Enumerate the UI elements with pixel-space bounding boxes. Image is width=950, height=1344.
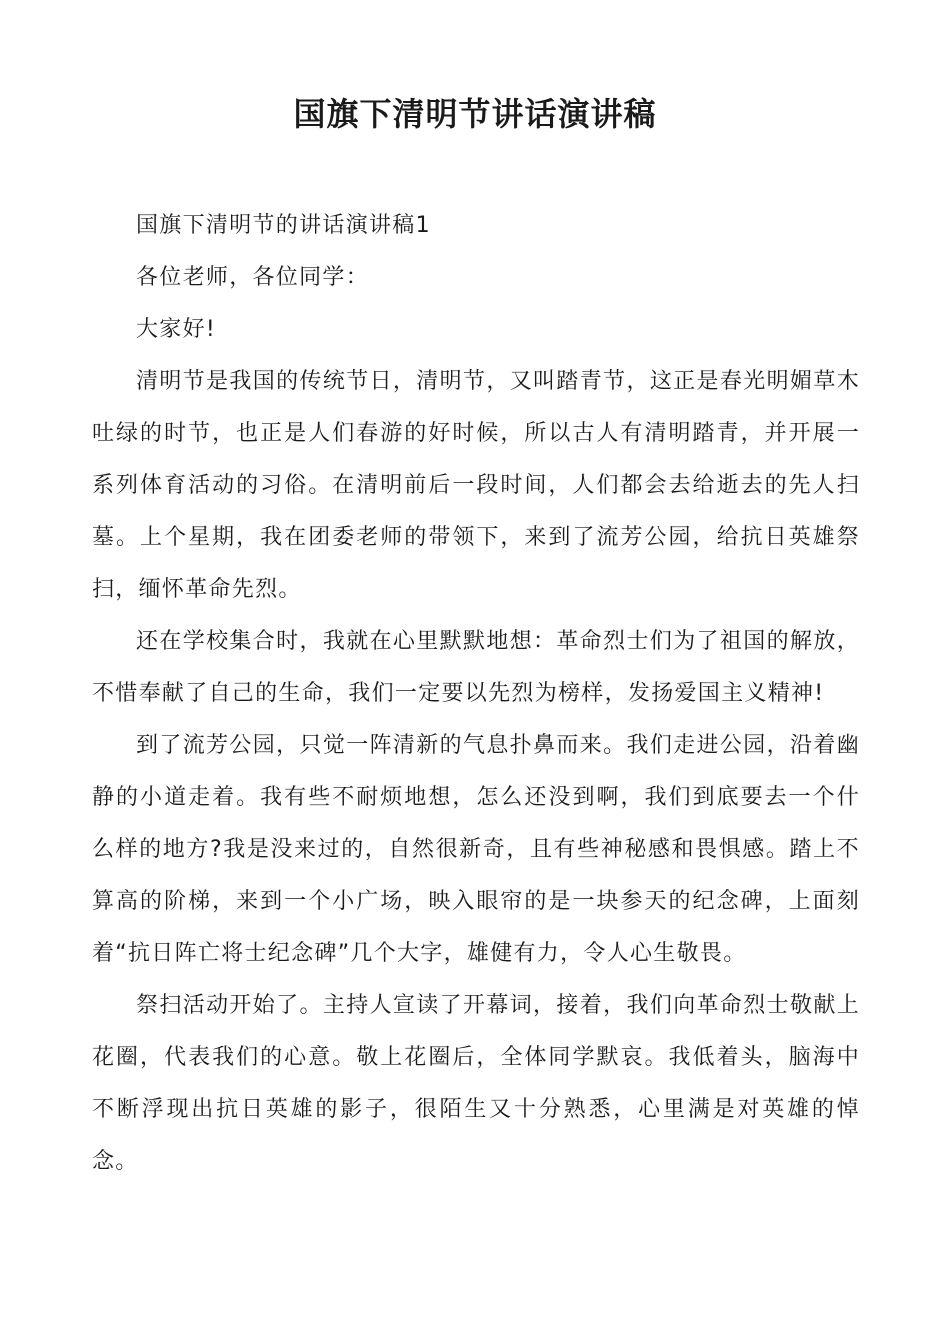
paragraph-2: 还在学校集合时，我就在心里默默地想：革命烈士们为了祖国的解放，不惜奉献了自己的生命，我们一定要以先烈为榜样，发扬爱国主义精神! [92,629,860,706]
paragraph-1: 清明节是我国的传统节日，清明节，又叫踏青节，这正是春光明媚草木吐绿的时节，也正是人们春游的好时候，所以古人有清明踏青，并开展一系列体育活动的习俗。在清明前后一段时间，人们都会去给逝去的先人扫墓。上个星期，我在团委老师的带领下，来到了流芳公园，给抗日英雄祭扫，缅怀革命先烈。 [92,369,860,602]
paragraph-3: 到了流芳公园，只觉一阵清新的气息扑鼻而来。我们走进公园，沿着幽静的小道走着。我有些不耐烦地想，怎么还没到啊，我们到底要去一个什么样的地方?我是没来过的，自然很新奇，且有些神秘感和畏惧感。踏上不算高的阶梯，来到一个小广场，映入眼帘的是一块参天的纪念碑，上面刻着“抗日阵亡将士纪念碑”几个大字，雄健有力，令人心生敬畏。 [92,733,860,966]
document-body [92,200,860,1188]
speech-subtitle: 国旗下清明节的讲话演讲稿1 [136,213,431,238]
greeting: 大家好! [136,317,217,342]
salutation: 各位老师，各位同学： [136,265,370,290]
document-title: 国旗下清明节讲话演讲稿 [293,95,657,133]
paragraph-4: 祭扫活动开始了。主持人宣读了开幕词，接着，我们向革命烈士敬献上花圈，代表我们的心意。敬上花圈后，全体同学默哀。我低着头，脑海中不断浮现出抗日英雄的影子，很陌生又十分熟悉，心里满是对英雄的悼念。 [92,993,860,1174]
